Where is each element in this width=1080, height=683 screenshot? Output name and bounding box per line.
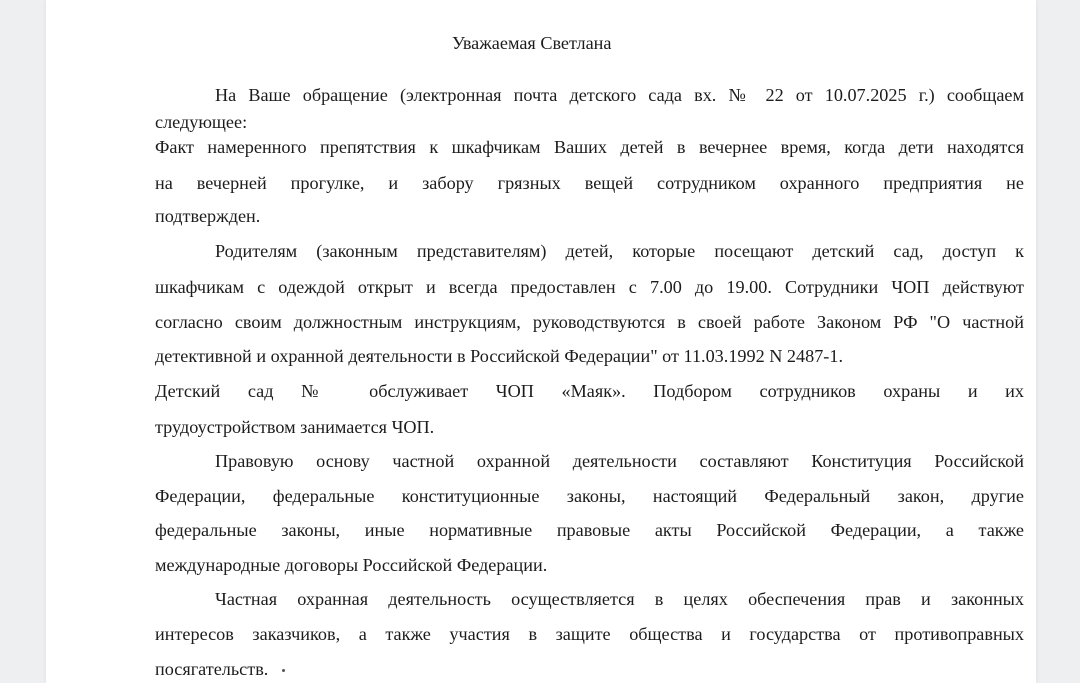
- text-line: трудоустройством занимается ЧОП.: [155, 417, 435, 437]
- document-page: [46, 0, 1036, 683]
- text-line: Факт намеренного препятствия к шкафчикам Ваших детей в вечернее время, когда дети находятся: [155, 137, 1024, 157]
- text-line: федеральные законы, иные нормативные правовые акты Российской Федерации, а также: [155, 520, 1024, 540]
- text-line: Детский сад № обслуживает ЧОП «Маяк». Подбором сотрудников охраны и их: [155, 381, 1024, 401]
- text-line: Правовую основу частной охранной деятельности составляют Конституция Российской: [215, 451, 1024, 471]
- text-line: Федерации, федеральные конституционные законы, настоящий Федеральный закон, другие: [155, 486, 1024, 506]
- text-line: согласно своим должностным инструкциям, руководствуются в своей работе Законом РФ "О частной: [155, 312, 1024, 332]
- greeting: Уважаемая Светлана: [452, 33, 612, 53]
- text-line: подтвержден.: [155, 206, 261, 226]
- text-line: следующее:: [155, 112, 248, 132]
- text-line: Родителям (законным представителям) детей, которые посещают детский сад, доступ к: [215, 241, 1024, 261]
- text-line: международные договоры Российской Федерации.: [155, 555, 548, 575]
- text-line: детективной и охранной деятельности в Российской Федерации" от 11.03.1992 N 2487-1.: [155, 346, 843, 366]
- text-line: шкафчикам с одеждой открыт и всегда предоставлен с 7.00 до 19.00. Сотрудники ЧОП действуют: [155, 277, 1024, 297]
- text-line: На Ваше обращение (электронная почта детского сада вх. № 22 от 10.07.2025 г.) сообщаем: [215, 85, 1024, 105]
- last-line: [155, 660, 285, 678]
- text-line: интересов заказчиков, а также участия в защите общества и государства от противоправных: [155, 624, 1024, 644]
- text-line: на вечерней прогулке, и забору грязных вещей сотрудником охранного предприятия не: [155, 173, 1024, 193]
- text-line: Частная охранная деятельность осуществляется в целях обеспечения прав и законных: [215, 589, 1024, 609]
- stray-mark: [282, 669, 285, 672]
- text-line: посягательств.: [155, 659, 269, 679]
